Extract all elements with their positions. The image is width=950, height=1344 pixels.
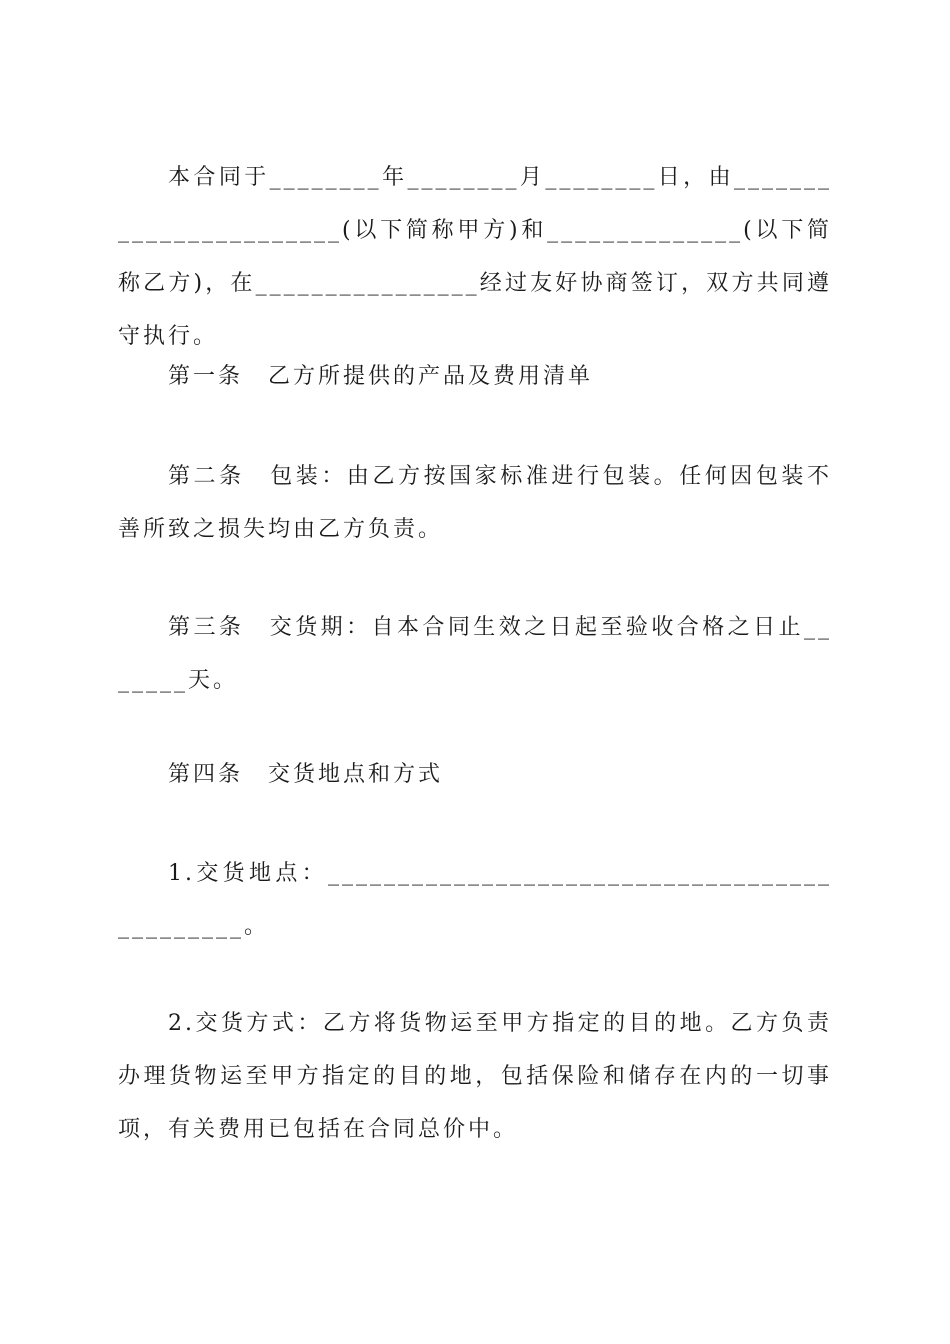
article-one-heading: 第一条 乙方所提供的产品及费用清单 <box>168 364 594 389</box>
delivery-method-paragraph: 2.交货方式：乙方将货物运至甲方指定的目的地。乙方负责办理货物运至甲方指定的目的地，包括保险和储存在内的一切事项，有关费用已包括在合同总价中。 <box>118 1011 832 1142</box>
delivery-location-paragraph: 1.交货地点：_____________________________________________。 <box>118 861 832 939</box>
article-two-packaging-paragraph: 第二条 包装：由乙方按国家标准进行包装。任何因包装不善所致之损失均由乙方负责。 <box>118 464 832 542</box>
article-four-heading: 第四条 交货地点和方式 <box>168 762 444 787</box>
contract-preamble-paragraph: 本合同于________年________月________日，由_______________________(以下简称甲方)和______________(以下简称乙方)，在________________经过友好协商签订，双方共同遵守执行。 <box>118 165 832 349</box>
article-three-delivery-period-paragraph: 第三条 交货期：自本合同生效之日起至验收合格之日止_______天。 <box>118 615 832 693</box>
document-page <box>118 0 832 1344</box>
